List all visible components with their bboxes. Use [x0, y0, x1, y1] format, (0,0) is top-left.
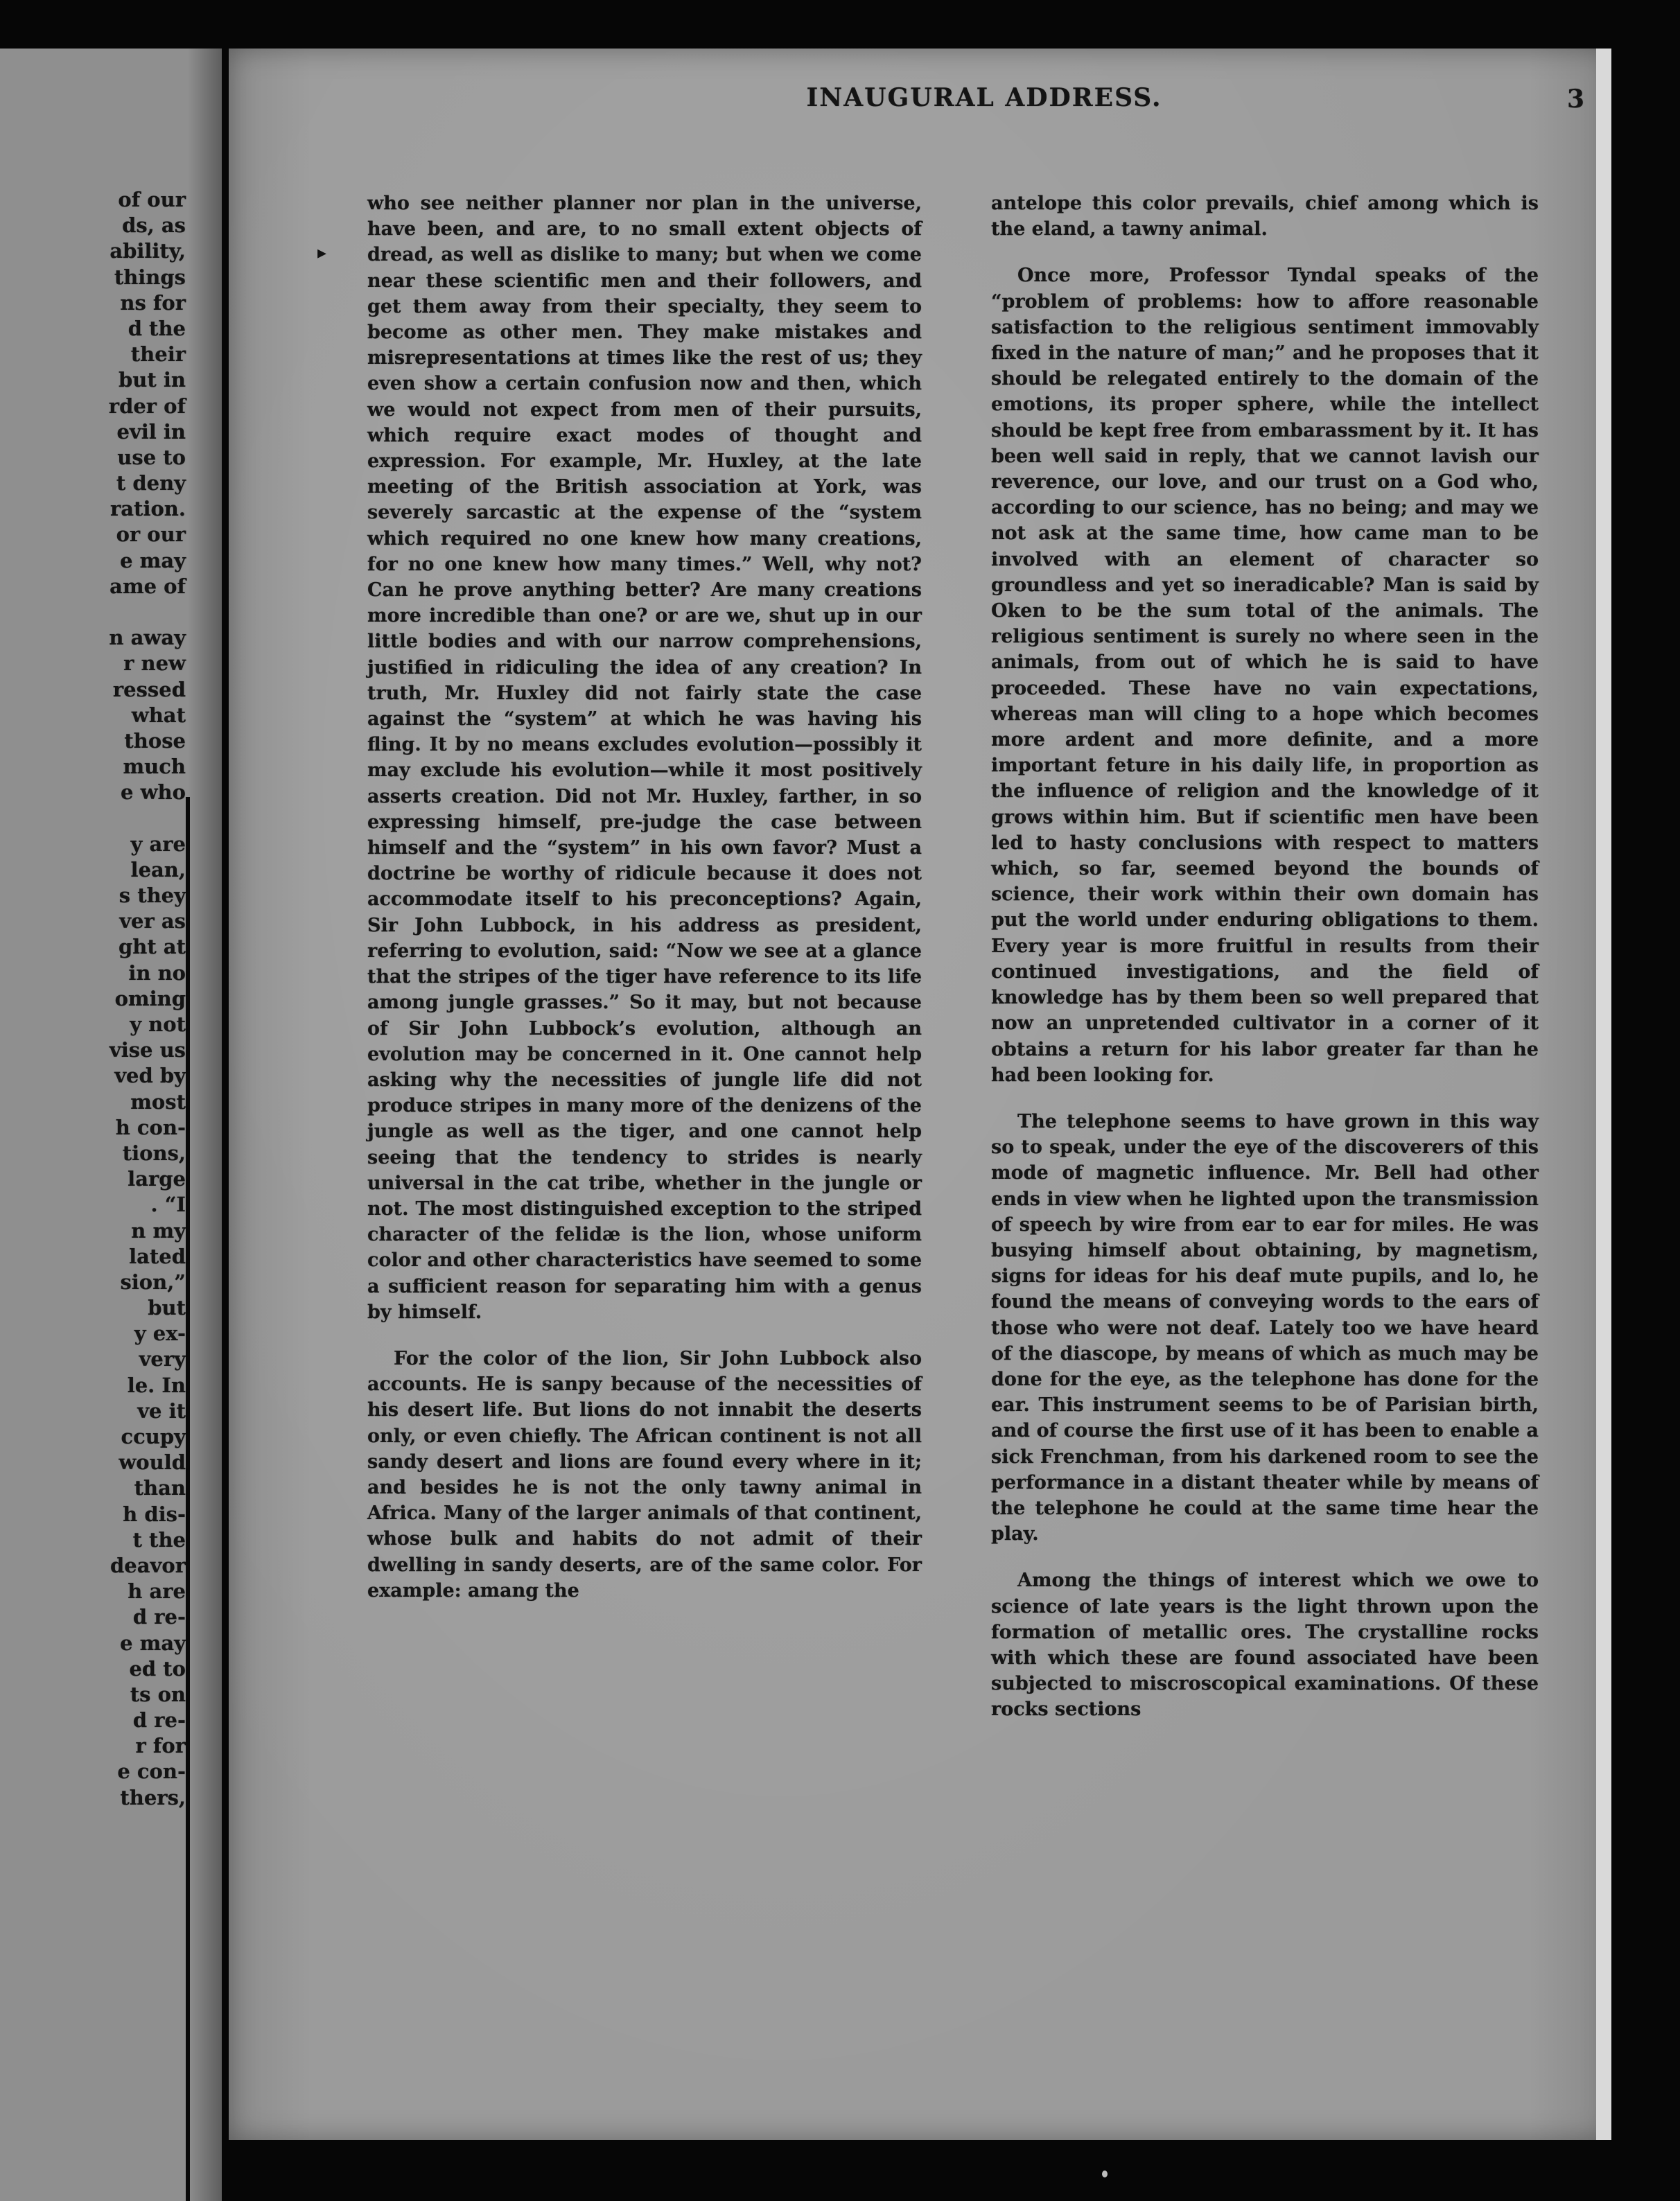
- facing-page-line: most: [130, 1089, 186, 1114]
- facing-page-line: [109, 806, 186, 832]
- facing-page-line: n my: [131, 1218, 186, 1243]
- facing-page-line: but in: [119, 368, 186, 392]
- facing-page-line: than: [134, 1476, 186, 1500]
- facing-page-line: of our: [118, 188, 186, 211]
- facing-page-line: ed to: [129, 1656, 186, 1681]
- paragraph: For the color of the lion, Sir John Lubbock also accounts. He is sanpy because of the necessities of his desert life. But lions do not innabit the deserts only, or even chiefly. The African continent is not all sandy desert and lions are found every where in it; and besides he is not the only tawny animal in Africa. Many of the larger animals of that continent, whose bulk and habits do not admit of their dwelling in sandy deserts, are of the same color. For example: amang the: [367, 1347, 922, 1602]
- text-column-right: [991, 191, 1539, 1744]
- page-number: 3: [1566, 85, 1584, 114]
- facing-page-line: deavor: [110, 1553, 186, 1577]
- facing-page-line: ration.: [110, 497, 186, 521]
- facing-page-line: d re-: [132, 1605, 186, 1629]
- paragraph: The telephone seems to have grown in this way so to speak, under the eye of the discoverers of this mode of magnetic influence. Mr. Bell had other ends in view when he lighted upon the transmission of speech by wire from ear to ear for miles. He was busying himself about obtaining, by magnetism, signs for ideas for his deaf mute pupils, and lo, he found the means of conveying words to the ears of those who were not deaf. Lately too we have heard of the diascope, by means of which as much may be done for the eye, as the telephone has done for the ear. This instrument seems to be of Parisian birth, and of course the first use of it has been to enable a sick Frenchman, from his darkened room to see the performance in a distant theater while by means of the telephone he could at the same time hear the play.: [991, 1110, 1539, 1545]
- facing-page-line: h con-: [115, 1115, 186, 1139]
- scan-speck: [1102, 2171, 1108, 2177]
- facing-page-line: . “I: [150, 1193, 186, 1217]
- facing-page-line: [109, 599, 186, 625]
- facing-page-line: y ex-: [134, 1322, 186, 1346]
- running-head-title: INAUGURAL ADDRESS.: [806, 83, 1162, 112]
- facing-page-line: oming: [114, 986, 186, 1010]
- facing-page-line: large: [128, 1167, 186, 1191]
- facing-page-line: h dis-: [123, 1502, 186, 1526]
- facing-page-line: t deny: [116, 471, 186, 496]
- margin-mark: ▸: [317, 243, 327, 263]
- facing-page-line: sion,”: [120, 1270, 186, 1294]
- facing-page-line: much: [123, 755, 186, 779]
- facing-page-line: y are: [130, 832, 186, 856]
- facing-page-line: ver as: [119, 909, 186, 933]
- facing-page-line: but: [148, 1296, 186, 1320]
- facing-page-line: ccupy: [121, 1425, 186, 1448]
- facing-page-line: t the: [132, 1527, 186, 1552]
- facing-page-line: ressed: [112, 677, 186, 701]
- facing-page-line: things: [114, 265, 186, 289]
- facing-page-text: [109, 187, 186, 1811]
- facing-page-line: evil in: [116, 419, 186, 444]
- facing-page-line: e con-: [117, 1760, 186, 1784]
- facing-page-line: ability,: [110, 239, 186, 263]
- facing-page-line: vise us: [109, 1038, 186, 1062]
- text-column-left: [367, 191, 922, 1624]
- facing-page-line: in no: [128, 961, 186, 985]
- facing-page-line: tions,: [122, 1141, 186, 1165]
- gutter-shadow: [187, 49, 222, 2201]
- facing-page-line: d re-: [132, 1708, 186, 1733]
- facing-page-line: or our: [116, 523, 186, 547]
- facing-page-line: y not: [130, 1012, 186, 1036]
- facing-page-line: e may: [120, 1631, 186, 1655]
- facing-page-line: lated: [129, 1244, 186, 1268]
- facing-page-line: rder of: [108, 394, 186, 418]
- facing-page-line: le. In: [127, 1373, 186, 1397]
- running-head: [568, 83, 1400, 125]
- facing-page-line: would: [119, 1450, 186, 1475]
- facing-page-line: r for: [135, 1734, 186, 1758]
- paragraph: antelope this color prevails, chief among which is the eland, a tawny animal.: [991, 193, 1539, 240]
- facing-page-line: ght at: [118, 935, 186, 959]
- facing-page-line: e who: [121, 780, 186, 805]
- facing-page-line: very: [139, 1347, 186, 1371]
- facing-page-line: what: [131, 703, 186, 727]
- facing-page-line: ved by: [114, 1064, 186, 1088]
- paragraph: Once more, Professor Tyndal speaks of the “problem of problems: how to affore reasonable satisfaction to the religious sentiment immovably fixed in the nature of man;” and he proposes that it should be relegated entirely to the domain of the emotions, its proper sphere, while the intellect should be kept free from embarassment by it. It has been well said in reply, that we cannot lavish our reverence, our love, and our trust on a God who, according to our science, has no being; and may we not ask at the same time, how came man to be involved with an element of character so groundless and yet so ineradicable? Man is said by Oken to be the sum total of the animals. The religious sentiment is surely no where seen in the animals, from out of which he is said to have proceeded. These have no vain expectations, whereas man will cling to a hope which becomes more ardent and more definite, and a more important feture in his daily life, in proportion as the influence of religion and the knowledge of it grows within him. But if scientific men have been led to hasty conclusions with respect to matters which, so far, seemed beyond the bounds of science, their work within their own domain has put the world under enduring obligations to them. Every year is more fruitful in results from their continued investigations, and the field of knowledge has by them been so well prepared that now an unpretended cultivator in a corner of it obtains a return for his labor greater far than he had been looking for.: [991, 265, 1539, 1086]
- facing-page-line: ts on: [130, 1682, 186, 1706]
- facing-page-line: d the: [128, 316, 186, 340]
- facing-page-line: thers,: [120, 1785, 186, 1809]
- facing-page-line: lean,: [130, 857, 186, 882]
- facing-page-line: ve it: [137, 1398, 186, 1423]
- facing-page-line: ame of: [110, 574, 186, 598]
- torn-gutter-line: [186, 797, 190, 2201]
- paragraph: Among the things of interest which we owe to science of late years is the light thrown upon the formation of metallic ores. The crystalline rocks with which these are found associated have been subjected to miscroscopical examinations. Of these rocks sections: [991, 1570, 1539, 1721]
- facing-page-line: r new: [123, 651, 186, 676]
- facing-page-line: e may: [120, 548, 186, 572]
- facing-page-line: ns for: [120, 290, 186, 315]
- facing-page-line: h are: [128, 1579, 186, 1604]
- facing-page-line: s they: [119, 884, 186, 908]
- facing-page-line: ds, as: [122, 213, 186, 238]
- facing-page-line: those: [124, 728, 186, 753]
- page-edge: [1596, 49, 1611, 2140]
- paragraph: who see neither planner nor plan in the universe, have been, and are, to no small extent objects of dread, as well as dislike to many; but when we come near these scientific men and their followers, and get them away from their specialty, they seem to become as other men. They make mistakes and misrepresentations at times like the rest of us; they even show a certain confusion now and then, which we would not expect from men of their pursuits, which require exact modes of thought and expression. For example, Mr. Huxley, at the late meeting of the British association at York, was severely sarcastic at the expense of the “system which required no one knew how many creations, for no one knew how many times.” Well, why not? Can he prove anything better? Are many creations more incredible than one? or are we, shut up in our little bodies and with our narrow comprehensions, justified in ridiculing the idea of any creation? In truth, Mr. Huxley did not fairly state the case against the “system” at which he was having his fling. It by no means excludes evolution—possibly it may exclude his evolution—while it most positively asserts creation. Did not Mr. Huxley, farther, in so expressing himself, pre-judge the case between himself and the “system” in his own favor? Must a doctrine be worthy of ridicule because it does not accommodate itself to his preconceptions? Again, Sir John Lubbock, in his address as president, referring to evolution, said: “Now we see at a glance that the stripes of the tiger have reference to its life among jungle grasses.” So it may, but not because of Sir John Lubbock’s evolution, although an evolution may be concerned in it. One cannot help asking why the necessities of jungle life did not produce stripes in many more of the denizens of the jungle as well as the tiger, and one cannot help seeing that the tendency to strides is nearly universal in the cat tribe, whether in the jungle or not. The most distinguished exception to the striped character of the felidæ is the lion, whose uniform color and other characteristics have seemed to some a sufficient reason for separating him with a genus by himself.: [367, 193, 922, 1323]
- facing-page-line: their: [130, 342, 186, 367]
- facing-page-line: use to: [117, 445, 186, 469]
- facing-page-line: n away: [109, 626, 186, 650]
